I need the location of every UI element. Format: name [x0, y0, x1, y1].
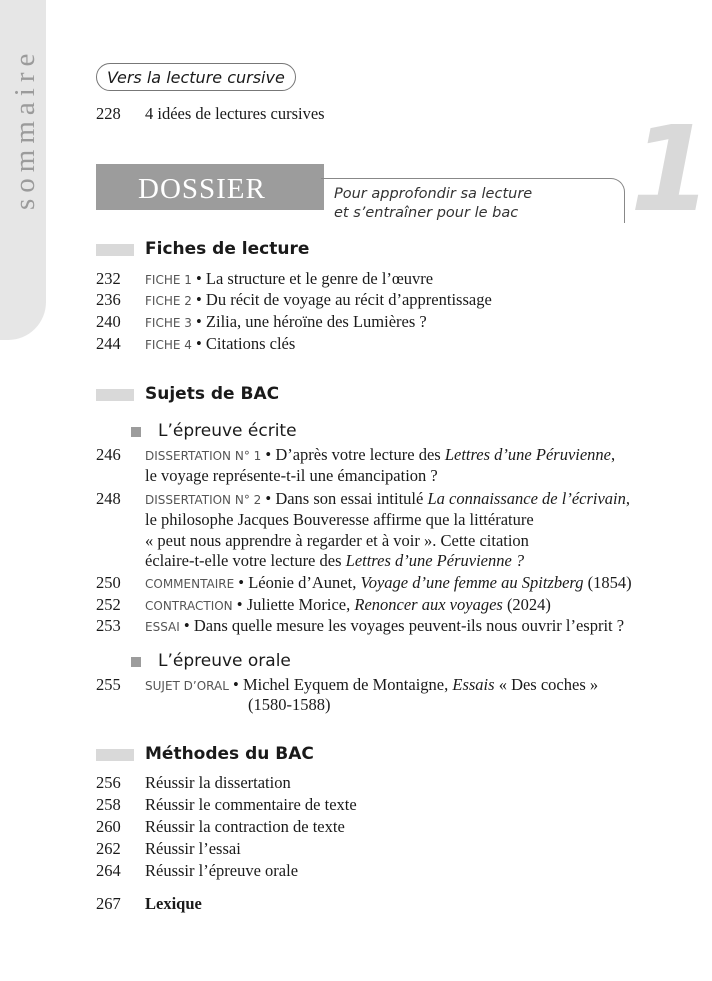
work-title: La connaissance de l’écrivain [427, 489, 626, 508]
page-number: 267 [96, 894, 121, 913]
work-title: Lettres d’une Péruvienne [444, 445, 611, 464]
entry-title: Zilia, une héroïne des Lumières ? [205, 312, 427, 331]
entry-text: le philosophe Jacques Bouveresse affirme que la littérature [145, 510, 534, 529]
separator: • [191, 334, 206, 353]
entry-label: FICHE 1 [145, 273, 192, 287]
section-title-methodes: Méthodes du BAC [145, 744, 314, 764]
entry-text: (1580-1588) [248, 695, 331, 714]
dossier-subtitle-line2: et s’entraîner pour le bac [334, 205, 519, 221]
entry-title: Du récit de voyage au récit d’apprentissage [205, 290, 492, 309]
page-number: 250 [96, 573, 121, 592]
entry-title: Réussir l’essai [145, 839, 241, 858]
entry-title: Réussir la dissertation [145, 773, 291, 792]
entry-text: (2024) [502, 595, 551, 614]
separator: • [228, 675, 243, 694]
entry-label: DISSERTATION N° 1 [145, 449, 262, 463]
page-number: 244 [96, 334, 121, 353]
work-title: Lettres d’une Péruvienne ? [345, 551, 525, 570]
subsection-title-ecrite: L’épreuve écrite [158, 421, 297, 441]
chapter-number: 1 [630, 100, 712, 238]
section-marker [96, 389, 134, 401]
section-title-sujets: Sujets de BAC [145, 384, 280, 404]
work-title: Voyage d’une femme au Spitzberg [360, 573, 584, 592]
entry-title: Juliette Morice, [246, 595, 355, 614]
section-title-fiches: Fiches de lecture [145, 239, 310, 259]
page-number: 248 [96, 489, 121, 508]
page-number: 252 [96, 595, 121, 614]
entry-title: Réussir la contraction de texte [145, 817, 345, 836]
separator: • [191, 312, 206, 331]
work-title: Essais [452, 675, 495, 694]
entry-text: « Des coches » [494, 675, 599, 694]
separator: • [191, 269, 206, 288]
entry-label: FICHE 4 [145, 338, 192, 352]
entry-label: FICHE 2 [145, 294, 192, 308]
entry-title: 4 idées de lectures cursives [145, 104, 325, 123]
subsection-marker [131, 427, 141, 437]
page-number: 246 [96, 445, 121, 464]
entry-title: Lexique [145, 894, 202, 913]
page-number: 260 [96, 817, 121, 836]
entry-label: FICHE 3 [145, 316, 192, 330]
separator: • [261, 489, 276, 508]
dossier-label: DOSSIER [138, 173, 266, 205]
entry-title: La structure et le genre de l’œuvre [205, 269, 434, 288]
entry-title: Michel Eyquem de Montaigne, [242, 675, 453, 694]
entry-title: Léonie d’Aunet, [248, 573, 361, 592]
page-number: 232 [96, 269, 121, 288]
entry-label: CONTRACTION [145, 599, 233, 613]
entry-title: Dans son essai intitulé [275, 489, 428, 508]
page-number: 264 [96, 861, 121, 880]
entry-text: (1854) [583, 573, 632, 592]
page-number: 256 [96, 773, 121, 792]
entry-text: éclaire-t-elle votre lecture des [145, 551, 346, 570]
subsection-marker [131, 657, 141, 667]
page-number: 255 [96, 675, 121, 694]
entry-label: DISSERTATION N° 2 [145, 493, 262, 507]
entry-title: Réussir l’épreuve orale [145, 861, 299, 880]
separator: • [191, 290, 206, 309]
dossier-subtitle [334, 185, 532, 223]
side-tab [0, 0, 46, 340]
page-number: 236 [96, 290, 121, 309]
page-number: 258 [96, 795, 121, 814]
dossier-subtitle-line1: Pour approfondir sa lecture [334, 186, 533, 202]
side-tab-label: sommaire [9, 48, 41, 211]
entry-text: « peut nous apprendre à regarder et à voir ». Cette citation [145, 531, 529, 550]
separator: • [234, 573, 249, 592]
entry-title: D’après votre lecture des [275, 445, 445, 464]
separator: • [261, 445, 276, 464]
entry-label: SUJET D’ORAL [145, 679, 229, 693]
page-number: 240 [96, 312, 121, 331]
cursive-section-title: Vers la lecture cursive [96, 63, 296, 91]
work-title: Renoncer aux voyages [354, 595, 503, 614]
entry-title: Dans quelle mesure les voyages peuvent-ils nous ouvrir l’esprit ? [193, 616, 625, 635]
entry-text: , [625, 489, 631, 508]
entry-title: Réussir le commentaire de texte [145, 795, 357, 814]
page-number: 228 [96, 104, 121, 123]
entry-title: Citations clés [205, 334, 296, 353]
entry-text: le voyage représente-t-il une émancipation ? [145, 466, 438, 485]
separator: • [179, 616, 194, 635]
section-marker [96, 749, 134, 761]
subsection-title-orale: L’épreuve orale [158, 651, 291, 671]
section-marker [96, 244, 134, 256]
page-number: 253 [96, 616, 121, 635]
separator: • [232, 595, 247, 614]
page-number: 262 [96, 839, 121, 858]
entry-text: , [611, 445, 616, 464]
entry-label: COMMENTAIRE [145, 577, 235, 591]
entry-label: ESSAI [145, 620, 180, 634]
